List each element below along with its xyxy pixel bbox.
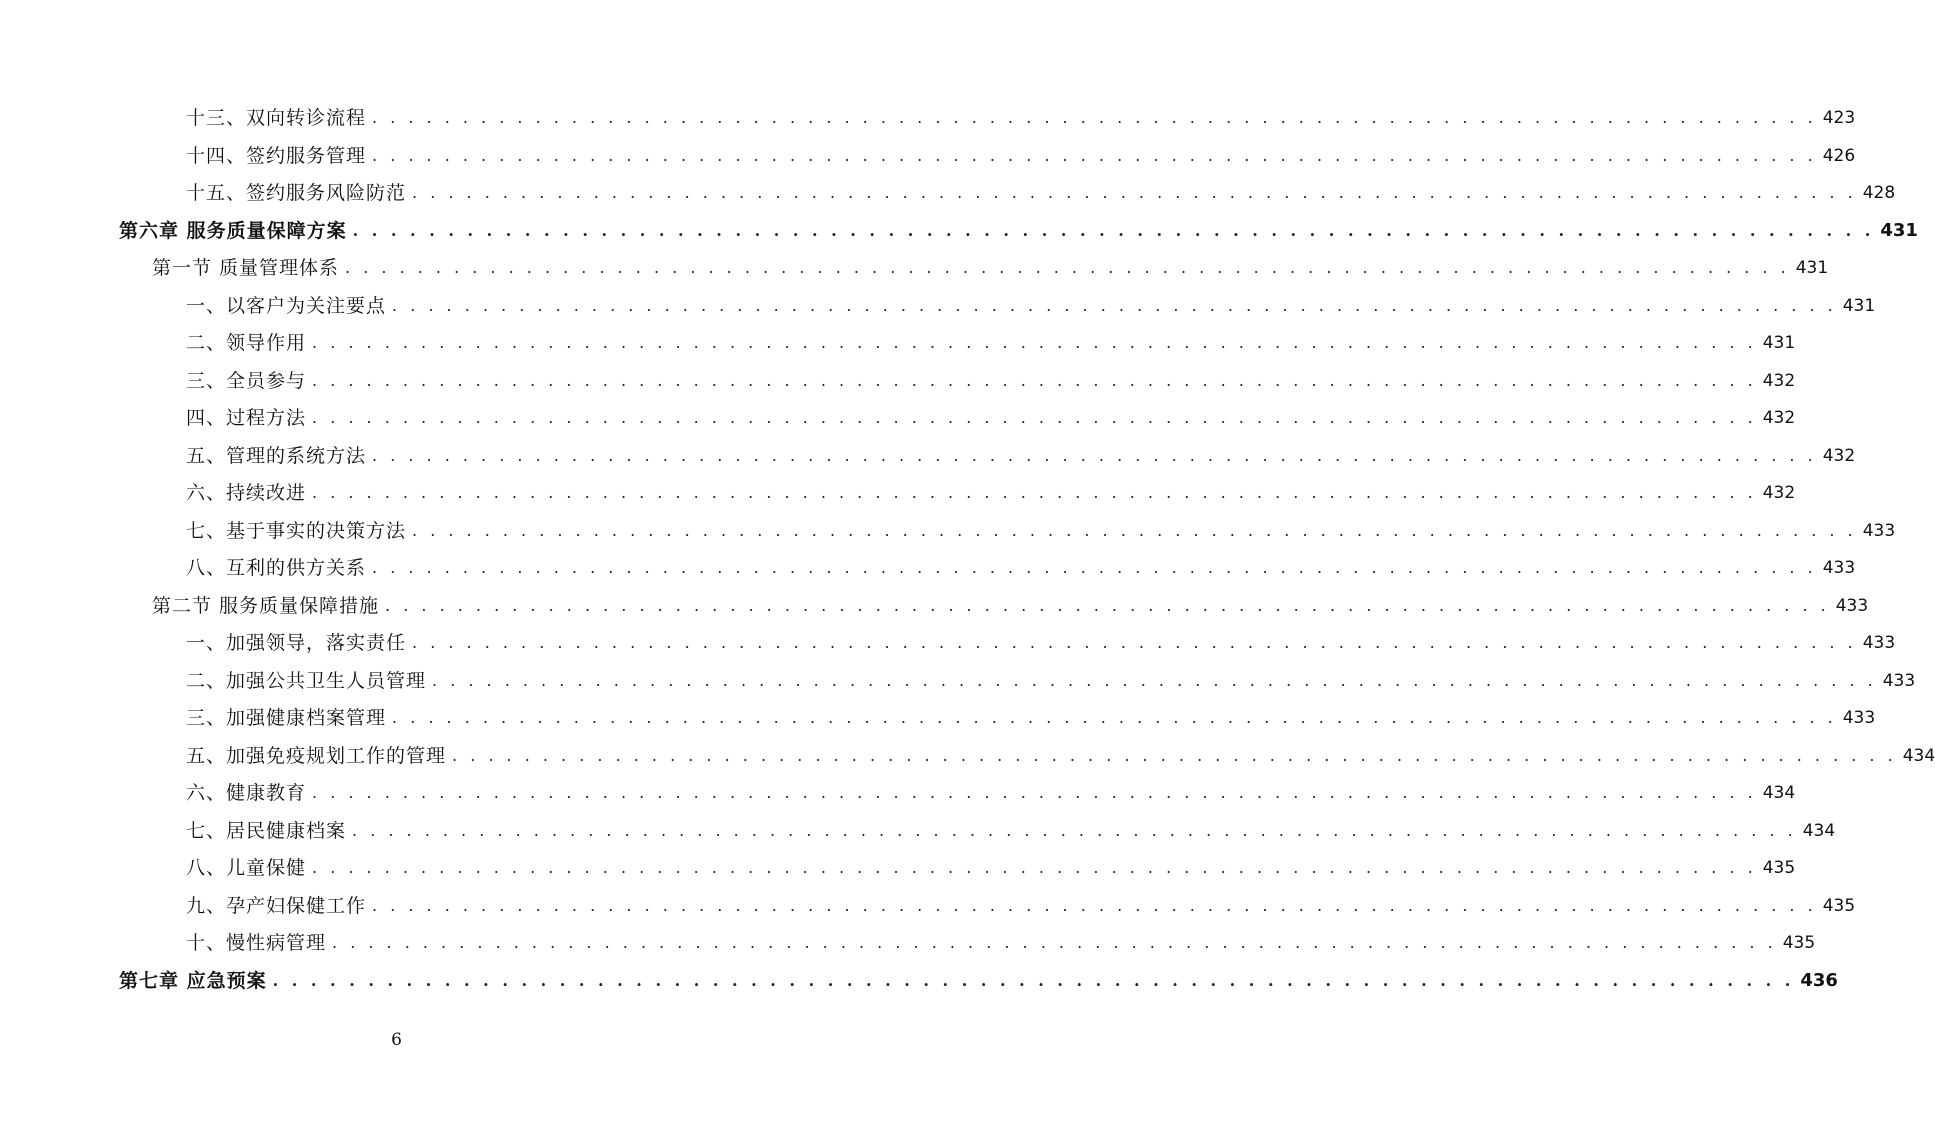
toc-entry-page: 426	[1822, 145, 1856, 166]
toc-dot-leader: . . . . . . . . . . . . . . . . . . . . . . . . . . . . . . . . . . . . . . . . . . . . . . . . . . . . . . . . . . . . . . . . . . . . . . . . . . . . . . . .	[352, 820, 1797, 840]
toc-entry-title: 六、持续改进	[186, 482, 307, 504]
toc-item-entry[interactable]	[186, 700, 1876, 736]
toc-entry-page: 436	[1800, 969, 1838, 991]
toc-item-entry[interactable]	[186, 325, 1796, 361]
toc-entry-title: 七、居民健康档案	[186, 819, 347, 842]
toc-chapter-entry[interactable]	[119, 963, 1838, 999]
toc-item-entry[interactable]	[186, 813, 1836, 849]
toc-dot-leader: . . . . . . . . . . . . . . . . . . . . . . . . . . . . . . . . . . . . . . . . . . . . . . . . . . . . . . . . . . . . . . . . . . . . . . . . . . . . . . . .	[452, 745, 1897, 765]
toc-dot-leader: . . . . . . . . . . . . . . . . . . . . . . . . . . . . . . . . . . . . . . . . . . . . . . . . . . . . . . . . . . . . . . . . . . . . . . . . . . . . . . . .	[372, 108, 1817, 127]
toc-dot-leader: . . . . . . . . . . . . . . . . . . . . . . . . . . . . . . . . . . . . . . . . . . . . . . . . . . . . . . . . . . . . . . . . . . . . . . . . . . . . . . . .	[412, 183, 1857, 202]
toc-dot-leader: . . . . . . . . . . . . . . . . . . . . . . . . . . . . . . . . . . . . . . . . . . . . . . . . . . . . . . . . . . . . . . . . . . . . . . . . . . . . . . . .	[312, 370, 1757, 390]
toc-entry-title: 六、健康教育	[186, 782, 307, 804]
toc-entry-page: 433	[1835, 595, 1869, 616]
page-number: 6	[391, 1030, 402, 1050]
toc-item-entry[interactable]	[186, 400, 1796, 436]
toc-entry-title: 一、加强领导，落实责任	[186, 632, 407, 654]
toc-entry-page: 431	[1795, 258, 1829, 278]
toc-item-entry[interactable]	[186, 663, 1916, 699]
toc-item-entry[interactable]	[186, 100, 1856, 136]
toc-section-entry[interactable]	[152, 250, 1829, 286]
toc-dot-leader: . . . . . . . . . . . . . . . . . . . . . . . . . . . . . . . . . . . . . . . . . . . . . . . . . . . . . . . . . . . . . . . . . . . . . . . . . . . . . . . .	[372, 558, 1817, 577]
toc-dot-leader: . . . . . . . . . . . . . . . . . . . . . . . . . . . . . . . . . . . . . . . . . . . . . . . . . . . . . . . . . . . . . . . . . . . . . . . . . . . . . . . .	[312, 483, 1757, 502]
toc-entry-title: 二、领导作用	[186, 332, 307, 354]
toc-entry-title: 第六章 服务质量保障方案	[119, 219, 347, 242]
toc-entry-page: 428	[1862, 183, 1896, 203]
toc-entry-page: 433	[1862, 520, 1896, 541]
toc-entry-title: 第七章 应急预案	[119, 969, 267, 992]
toc-entry-title: 七、基于事实的决策方法	[186, 519, 407, 542]
toc-entry-page: 435	[1822, 895, 1856, 916]
toc-entry-title: 五、管理的系统方法	[186, 444, 367, 467]
toc-entry-title: 八、互利的供方关系	[186, 557, 367, 579]
toc-entry-title: 十、慢性病管理	[186, 932, 327, 954]
toc-entry-title: 一、以客户为关注要点	[186, 294, 387, 317]
toc-item-entry[interactable]	[186, 888, 1856, 924]
toc-item-entry[interactable]	[186, 475, 1796, 511]
toc-item-entry[interactable]	[186, 550, 1856, 586]
toc-dot-leader: . . . . . . . . . . . . . . . . . . . . . . . . . . . . . . . . . . . . . . . . . . . . . . . . . . . . . . . . . . . . . . . . . . . . . . . . . . . . . . . .	[412, 633, 1857, 652]
toc-item-entry[interactable]	[186, 625, 1896, 661]
toc-dot-leader: . . . . . . . . . . . . . . . . . . . . . . . . . . . . . . . . . . . . . . . . . . . . . . . . . . . . . . . . . . . . . . . . . . . . . . . . . . . . . . . .	[392, 295, 1837, 315]
toc-dot-leader: . . . . . . . . . . . . . . . . . . . . . . . . . . . . . . . . . . . . . . . . . . . . . . . . . . . . . . . . . . . . . . . . . . . . . . . . . . . . . . . .	[432, 670, 1877, 690]
toc-entry-page: 433	[1882, 670, 1916, 691]
toc-item-entry[interactable]	[186, 850, 1796, 886]
toc-section-entry[interactable]	[152, 588, 1869, 624]
toc-dot-leader: . . . . . . . . . . . . . . . . . . . . . . . . . . . . . . . . . . . . . . . . . . . . . . . . . . . . . . . . . . . . . . . . . . . . . . . . . . . . . . . .	[312, 858, 1757, 877]
toc-entry-page: 431	[1842, 295, 1876, 316]
toc-entry-title: 四、过程方法	[186, 407, 307, 429]
toc-entry-page: 434	[1762, 783, 1796, 803]
toc-entry-title: 九、孕产妇保健工作	[186, 894, 367, 917]
toc-entry-title: 二、加强公共卫生人员管理	[186, 669, 427, 692]
toc-item-entry[interactable]	[186, 288, 1876, 324]
toc-entry-page: 434	[1902, 745, 1935, 766]
toc-dot-leader: . . . . . . . . . . . . . . . . . . . . . . . . . . . . . . . . . . . . . . . . . . . . . . . . . . . . . . . . . . . . . . . . . . . . . . . . . . . . . . . .	[372, 895, 1817, 915]
toc-dot-leader: . . . . . . . . . . . . . . . . . . . . . . . . . . . . . . . . . . . . . . . . . . . . . . . . . . . . . . . . . . . . . . . . . . . . . . . . . . . . . . . .	[312, 333, 1757, 352]
toc-entry-title: 三、加强健康档案管理	[186, 707, 387, 729]
toc-item-entry[interactable]	[186, 438, 1856, 474]
toc-item-entry[interactable]	[186, 175, 1896, 211]
toc-entry-title: 十四、签约服务管理	[186, 144, 367, 167]
toc-entry-page: 432	[1762, 483, 1796, 503]
toc-entry-title: 五、加强免疫规划工作的管理	[186, 744, 447, 767]
toc-dot-leader: . . . . . . . . . . . . . . . . . . . . . . . . . . . . . . . . . . . . . . . . . . . . . . . . . . . . . . . . . . . . . . . . . . . . . . . . . . . . . . . .	[345, 258, 1790, 277]
toc-entry-title: 十三、双向转诊流程	[186, 107, 367, 129]
toc-item-entry[interactable]	[186, 775, 1796, 811]
toc-chapter-entry[interactable]	[119, 213, 1918, 249]
toc-entry-page: 433	[1842, 708, 1876, 728]
toc-entry-page: 435	[1762, 858, 1796, 878]
toc-entry-page: 433	[1822, 558, 1856, 578]
toc-entry-title: 八、儿童保健	[186, 857, 307, 879]
toc-dot-leader: . . . . . . . . . . . . . . . . . . . . . . . . . . . . . . . . . . . . . . . . . . . . . . . . . . . . . . . . . . . . . . . . . . . . . . . . . . . . . . . .	[332, 933, 1777, 952]
toc-entry-title: 第一节 质量管理体系	[152, 257, 340, 279]
toc-item-entry[interactable]	[186, 138, 1856, 174]
toc-entry-page: 431	[1880, 219, 1918, 241]
toc-entry-page: 435	[1782, 933, 1816, 953]
toc-entry-page: 433	[1862, 633, 1896, 653]
toc-dot-leader: . . . . . . . . . . . . . . . . . . . . . . . . . . . . . . . . . . . . . . . . . . . . . . . . . . . . . . . . . . . . . . . . . . . . . . . . . . . . . . . .	[392, 708, 1837, 727]
toc-dot-leader: . . . . . . . . . . . . . . . . . . . . . . . . . . . . . . . . . . . . . . . . . . . . . . . . . . . . . . . . . . . . . . . . . . . . . . . . . . . . . . . .	[372, 145, 1817, 165]
toc-entry-page: 432	[1762, 408, 1796, 428]
toc-dot-leader: . . . . . . . . . . . . . . . . . . . . . . . . . . . . . . . . . . . . . . . . . . . . . . . . . . . . . . . . . . . . . . . . . . . . . . . . . . . . . . . .	[372, 445, 1817, 465]
toc-item-entry[interactable]	[186, 513, 1896, 549]
toc-dot-leader: . . . . . . . . . . . . . . . . . . . . . . . . . . . . . . . . . . . . . . . . . . . . . . . . . . . . . . . . . . . . . . . . . . . . . . . . . . . . . . . .	[352, 220, 1875, 240]
toc-entry-page: 432	[1762, 370, 1796, 391]
toc-item-entry[interactable]	[186, 363, 1796, 399]
toc-entry-page: 431	[1762, 333, 1796, 353]
toc-entry-title: 三、全员参与	[186, 369, 307, 392]
toc-dot-leader: . . . . . . . . . . . . . . . . . . . . . . . . . . . . . . . . . . . . . . . . . . . . . . . . . . . . . . . . . . . . . . . . . . . . . . . . . . . . . . . .	[385, 595, 1830, 615]
toc-dot-leader: . . . . . . . . . . . . . . . . . . . . . . . . . . . . . . . . . . . . . . . . . . . . . . . . . . . . . . . . . . . . . . . . . . . . . . . . . . . . . . . .	[272, 970, 1795, 990]
toc-entry-page: 423	[1822, 108, 1856, 128]
toc-item-entry[interactable]	[186, 738, 1935, 774]
toc-item-entry[interactable]	[186, 925, 1816, 961]
toc-entry-title: 第二节 服务质量保障措施	[152, 594, 380, 617]
toc-dot-leader: . . . . . . . . . . . . . . . . . . . . . . . . . . . . . . . . . . . . . . . . . . . . . . . . . . . . . . . . . . . . . . . . . . . . . . . . . . . . . . . .	[412, 520, 1857, 540]
toc-entry-page: 434	[1802, 820, 1836, 841]
toc-entry-page: 432	[1822, 445, 1856, 466]
toc-dot-leader: . . . . . . . . . . . . . . . . . . . . . . . . . . . . . . . . . . . . . . . . . . . . . . . . . . . . . . . . . . . . . . . . . . . . . . . . . . . . . . . .	[312, 783, 1757, 802]
toc-entry-title: 十五、签约服务风险防范	[186, 182, 407, 204]
toc-dot-leader: . . . . . . . . . . . . . . . . . . . . . . . . . . . . . . . . . . . . . . . . . . . . . . . . . . . . . . . . . . . . . . . . . . . . . . . . . . . . . . . .	[312, 408, 1757, 427]
